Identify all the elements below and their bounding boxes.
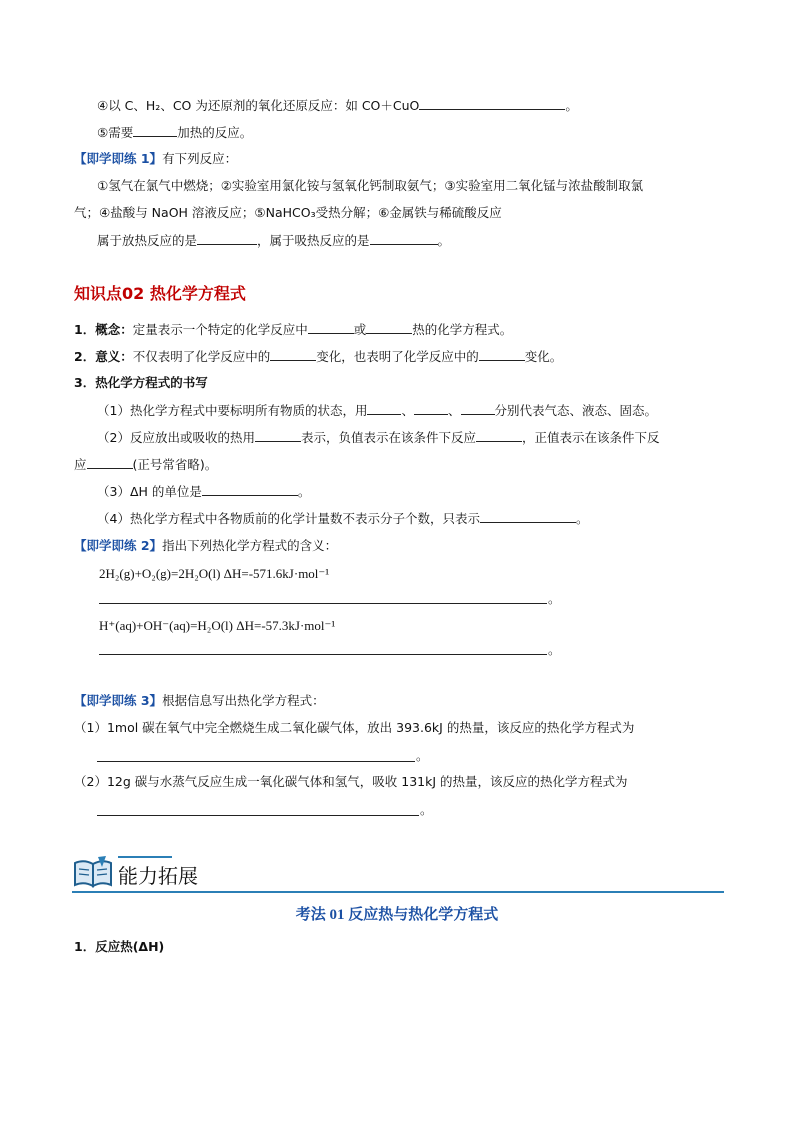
sub-1-blank-3: [461, 401, 495, 415]
question-1-period: 。: [416, 748, 429, 763]
equation-2-period: 。: [548, 642, 561, 657]
sub-4-b: 。: [575, 511, 589, 526]
equation-2-answer-line: [99, 654, 547, 655]
question-2-period: 。: [420, 802, 433, 817]
sub-3: [97, 482, 310, 501]
sub-2-blank-3: [87, 455, 133, 469]
banner-rule: [72, 891, 724, 893]
item-4: [97, 96, 578, 115]
question-1-answer-line: [97, 761, 415, 762]
equation-2: H⁺(aq)+OH⁻(aq)=H₂O(l) ΔH=-57.3kJ·mol⁻¹: [99, 618, 336, 633]
practice-1-line-3-a: 属于放热反应的是: [97, 233, 198, 248]
sub-1-c: 、: [447, 403, 461, 418]
practice-3-tag: 【即学即练 3】: [74, 693, 163, 708]
item-4-blank: [419, 96, 565, 110]
practice-2-header: [74, 537, 337, 555]
point-1-a: 定量表示一个特定的化学反应中: [132, 322, 308, 337]
practice-3-text: 根据信息写出热化学方程式：: [162, 693, 325, 708]
practice-1-line-3-c: 。: [437, 233, 451, 248]
sub-4-a: （4）热化学方程式中各物质前的化学计量数不表示分子个数，只表示: [97, 511, 480, 526]
item-4-end: 。: [565, 98, 578, 113]
point-2-c: 变化。: [524, 349, 563, 364]
practice-2-text: 指出下列热化学方程式的含义：: [162, 538, 338, 553]
sub-1-b: 、: [401, 403, 414, 418]
equation-1-period: 。: [548, 591, 561, 606]
point-2: [74, 347, 562, 366]
sub-2-e: (正号常省略)。: [132, 457, 218, 472]
practice-1-line-2-text: 气；④盐酸与 NaOH 溶液反应；⑤NaHCO₃受热分解；⑥金属铁与稀硫酸反应: [74, 205, 502, 220]
practice-1-line-1-text: ①氢气在氯气中燃烧；②实验室用氯化铵与氢氧化钙制取氨气；③实验室用二氧化锰与浓盐酸制取氯: [97, 178, 644, 193]
point-1: [74, 320, 512, 339]
item-5: [97, 123, 252, 142]
sub-3-b: 。: [297, 484, 311, 499]
practice-1-text: 有下列反应：: [162, 151, 238, 166]
sub-1-blank-1: [367, 401, 401, 415]
sub-3-a: （3）ΔH 的单位是: [97, 484, 202, 499]
point-2-blank-1: [270, 347, 316, 361]
point-2-b: 变化，也表明了化学反应中的: [316, 349, 479, 364]
sub-1-d: 分别代表气态、液态、固态。: [494, 403, 658, 418]
equation-1: 2H₂(g)+O₂(g)=2H₂O(l) ΔH=-571.6kJ·mol⁻¹: [99, 566, 330, 581]
sub-3-blank: [202, 482, 298, 496]
sub-4-blank: [480, 509, 576, 523]
practice-1-line-1: [97, 177, 643, 195]
book-icon: [72, 855, 114, 889]
point-1-label: 1．概念：: [74, 322, 133, 337]
sub-1-a: （1）热化学方程式中要标明所有物质的状态，用: [97, 403, 368, 418]
sub-2-c: ，正值表示在该条件下反: [521, 430, 660, 445]
practice-1-tag: 【即学即练 1】: [74, 151, 163, 166]
banner-short-rule: [118, 856, 172, 858]
sub-2-blank-2: [476, 428, 522, 442]
equation-1-answer-line: [99, 603, 547, 604]
practice-3-header: [74, 692, 325, 710]
sub-2-a: （2）反应放出或吸收的热用: [97, 430, 255, 445]
sub-2: [97, 428, 660, 447]
item-5-text-a: ⑤需要: [97, 125, 134, 140]
section-title: 知识点02 热化学方程式: [74, 284, 246, 303]
question-2-answer-line: [97, 815, 419, 816]
sub-2-b: 表示，负值表示在该条件下反应: [300, 430, 476, 445]
question-2: （2）12g 碳与水蒸气反应生成一氧化碳气体和氢气，吸收 131kJ 的热量，该反应的热化学方程式为: [74, 774, 628, 789]
method-item-1: 1．反应热(ΔH): [74, 939, 165, 954]
method-title: 考法 01 反应热与热化学方程式: [295, 907, 499, 923]
point-1-b: 或: [353, 322, 367, 337]
sub-4: [97, 509, 588, 528]
practice-1-line-3: [97, 231, 450, 250]
point-3-label: 3．热化学方程式的书写: [74, 375, 208, 390]
point-2-blank-2: [479, 347, 525, 361]
item-5-blank: [133, 123, 177, 137]
sub-2-d: 应: [74, 457, 87, 472]
item-5-text-b: 加热的反应。: [177, 125, 253, 140]
question-1: （1）1mol 碳在氧气中完全燃烧生成二氧化碳气体，放出 393.6kJ 的热量，该反应的热化学方程式为: [74, 720, 635, 735]
practice-1-header: [74, 150, 237, 168]
sub-2-blank-1: [255, 428, 301, 442]
banner-title: 能力拓展: [118, 866, 198, 888]
point-1-c: 热的化学方程式。: [412, 322, 513, 337]
practice-1-line-3-b: ，属于吸热反应的是: [257, 233, 370, 248]
item-4-text: ④以 C、H₂、CO 为还原剂的氧化还原反应：如 CO＋CuO: [97, 98, 420, 113]
point-2-label: 2．意义：: [74, 349, 133, 364]
practice-1-blank-exo: [197, 231, 257, 245]
point-1-blank-2: [366, 320, 412, 334]
practice-2-tag: 【即学即练 2】: [74, 538, 163, 553]
point-2-a: 不仅表明了化学反应中的: [132, 349, 271, 364]
point-1-blank-1: [308, 320, 354, 334]
sub-1: [97, 401, 657, 420]
practice-1-line-2: [74, 204, 502, 222]
sub-1-blank-2: [414, 401, 448, 415]
practice-1-blank-endo: [370, 231, 438, 245]
sub-2-cont: [74, 455, 217, 474]
